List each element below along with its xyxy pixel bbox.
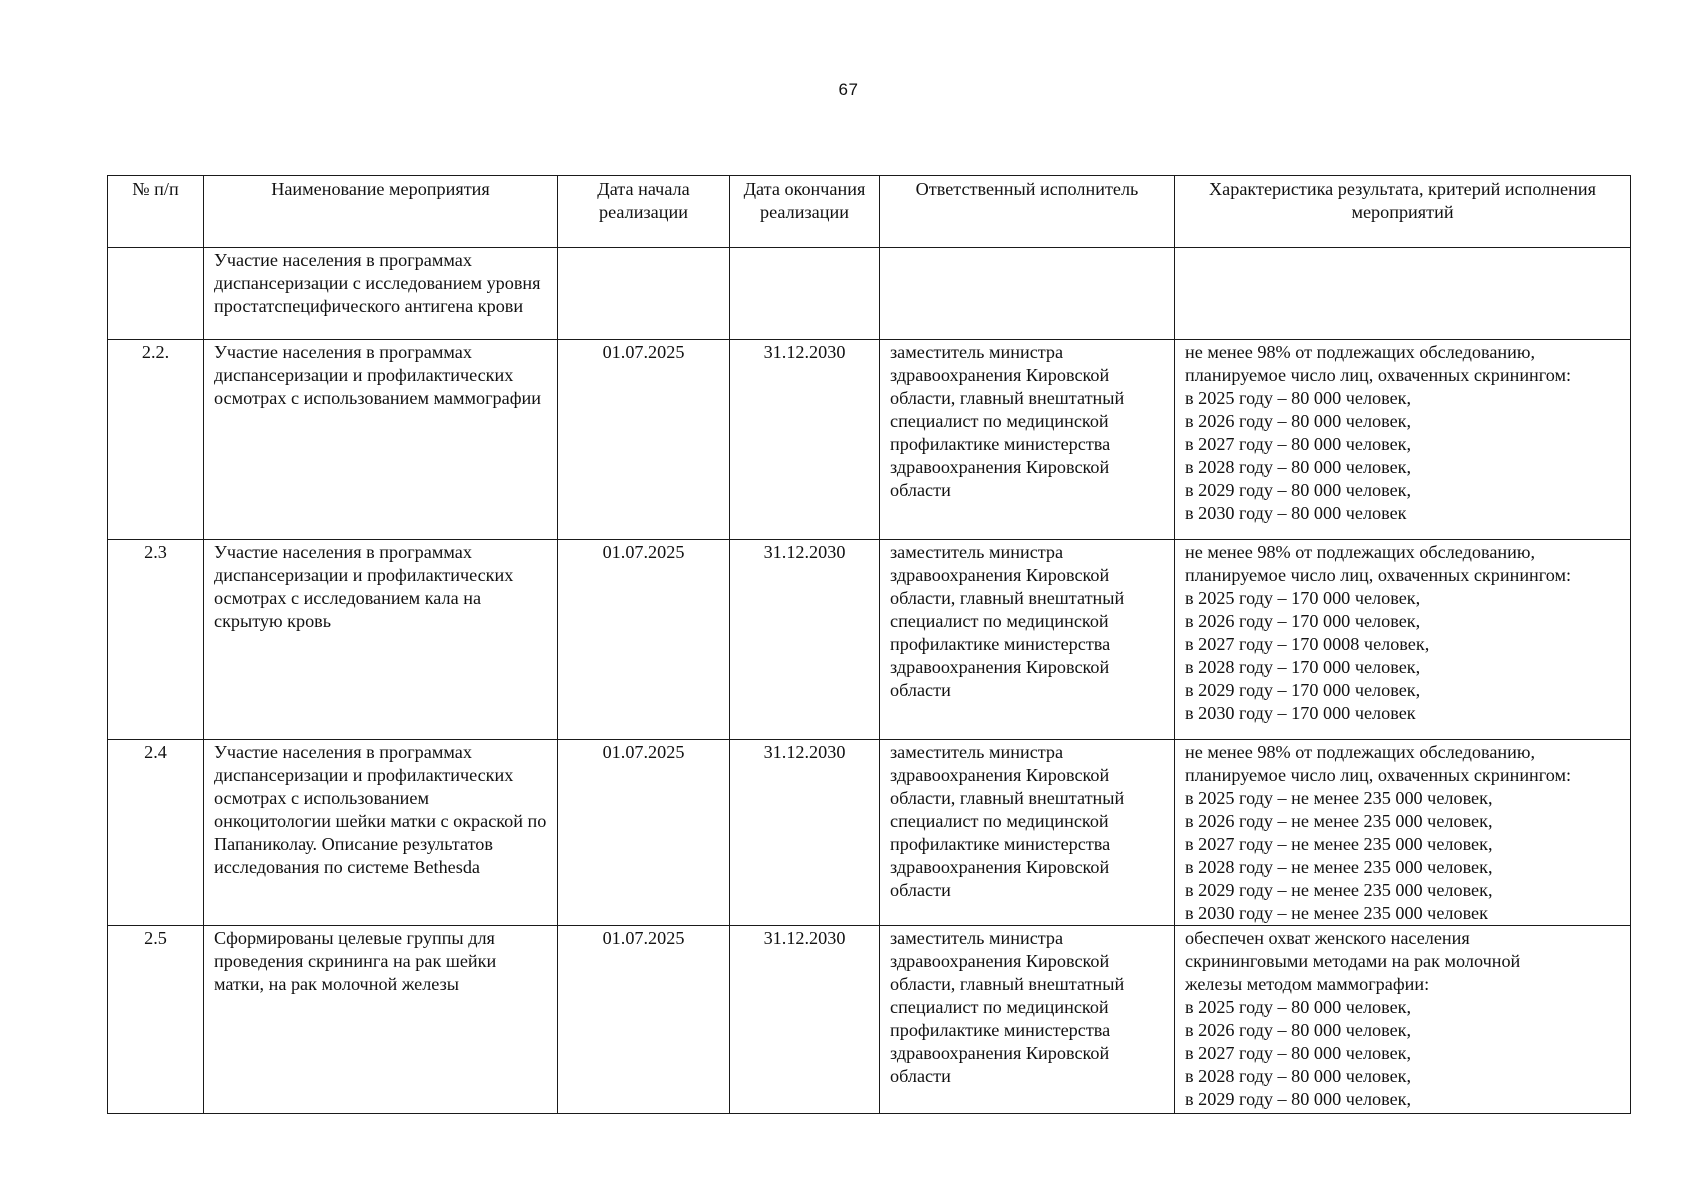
- responsible: заместитель министра здравоохранения Кировской области, главный внештатный специалист по медицинской профилактике министерства здравоохранения Кировской области: [880, 740, 1175, 926]
- result-line: в 2030 году – 170 000 человек: [1185, 703, 1416, 723]
- end-date: [730, 248, 880, 340]
- table-row: [108, 248, 1631, 340]
- header-end-date: Дата окончания реализации: [730, 176, 880, 248]
- activity-name: Участие населения в программах диспансеризации и профилактических осмотрах с использованием онкоцитологии шейки матки с окраской по Папаниколау. Описание результатов исследования по системе Bethesda: [204, 740, 558, 926]
- table-row: [108, 926, 1631, 1114]
- result-line: в 2029 году – 80 000 человек,: [1185, 1089, 1412, 1109]
- result: [1175, 540, 1631, 740]
- result: [1175, 740, 1631, 926]
- table-header-row: [108, 176, 1631, 248]
- table-row: [108, 740, 1631, 926]
- row-number: 2.3: [108, 540, 204, 740]
- header-number: № п/п: [108, 176, 204, 248]
- end-date: 31.12.2030: [730, 340, 880, 540]
- result-line: в 2028 году – не менее 235 000 человек,: [1185, 857, 1493, 877]
- start-date: 01.07.2025: [558, 540, 730, 740]
- activity-name: Участие населения в программах диспансеризации с исследованием уровня простатспецифического антигена крови: [204, 248, 558, 340]
- responsible: [880, 248, 1175, 340]
- result-line: в 2029 году – не менее 235 000 человек,: [1185, 880, 1493, 900]
- result-line: в 2029 году – 80 000 человек,: [1185, 480, 1412, 500]
- table-row: [108, 340, 1631, 540]
- result-line: планируемое число лиц, охваченных скринингом:: [1185, 765, 1572, 785]
- result-line: в 2026 году – не менее 235 000 человек,: [1185, 811, 1493, 831]
- row-number: 2.2.: [108, 340, 204, 540]
- header-start-date: Дата начала реализации: [558, 176, 730, 248]
- result-line: не менее 98% от подлежащих обследованию,: [1185, 542, 1536, 562]
- result: [1175, 340, 1631, 540]
- result: [1175, 248, 1631, 340]
- result-line: в 2030 году – 80 000 человек: [1185, 503, 1407, 523]
- result-line: обеспечен охват женского населения: [1185, 928, 1470, 948]
- result-line: в 2025 году – 80 000 человек,: [1185, 388, 1412, 408]
- result-line: в 2025 году – 170 000 человек,: [1185, 588, 1421, 608]
- result-line: в 2027 году – 80 000 человек,: [1185, 434, 1412, 454]
- result-line: в 2028 году – 80 000 человек,: [1185, 1066, 1412, 1086]
- end-date: 31.12.2030: [730, 740, 880, 926]
- result-line: в 2029 году – 170 000 человек,: [1185, 680, 1421, 700]
- result-line: в 2030 году – не менее 235 000 человек: [1185, 903, 1488, 923]
- result: [1175, 926, 1631, 1114]
- result-line: железы методом маммографии:: [1185, 974, 1430, 994]
- responsible: заместитель министра здравоохранения Кировской области, главный внештатный специалист по медицинской профилактике министерства здравоохранения Кировской области: [880, 926, 1175, 1114]
- responsible: заместитель министра здравоохранения Кировской области, главный внештатный специалист по медицинской профилактике министерства здравоохранения Кировской области: [880, 540, 1175, 740]
- start-date: 01.07.2025: [558, 340, 730, 540]
- header-responsible: Ответственный исполнитель: [880, 176, 1175, 248]
- result-line: в 2026 году – 80 000 человек,: [1185, 1020, 1412, 1040]
- header-result: Характеристика результата, критерий исполнения мероприятий: [1175, 176, 1631, 248]
- result-line: в 2026 году – 80 000 человек,: [1185, 411, 1412, 431]
- start-date: 01.07.2025: [558, 740, 730, 926]
- start-date: [558, 248, 730, 340]
- result-line: в 2025 году – не менее 235 000 человек,: [1185, 788, 1493, 808]
- result-line: в 2026 году – 170 000 человек,: [1185, 611, 1421, 631]
- result-line: в 2027 году – 170 0008 человек,: [1185, 634, 1430, 654]
- activity-name: Сформированы целевые группы для проведения скрининга на рак шейки матки, на рак молочной железы: [204, 926, 558, 1114]
- result-line: не менее 98% от подлежащих обследованию,: [1185, 342, 1536, 362]
- page-number: 67: [838, 80, 859, 99]
- result-line: не менее 98% от подлежащих обследованию,: [1185, 742, 1536, 762]
- result-line: в 2028 году – 170 000 человек,: [1185, 657, 1421, 677]
- result-line: планируемое число лиц, охваченных скринингом:: [1185, 365, 1572, 385]
- result-line: скрининговыми методами на рак молочной: [1185, 951, 1521, 971]
- result-line: планируемое число лиц, охваченных скринингом:: [1185, 565, 1572, 585]
- end-date: 31.12.2030: [730, 540, 880, 740]
- start-date: 01.07.2025: [558, 926, 730, 1114]
- activity-name: Участие населения в программах диспансеризации и профилактических осмотрах с использованием маммографии: [204, 340, 558, 540]
- row-number: [108, 248, 204, 340]
- responsible: заместитель министра здравоохранения Кировской области, главный внештатный специалист по медицинской профилактике министерства здравоохранения Кировской области: [880, 340, 1175, 540]
- header-activity-name: Наименование мероприятия: [204, 176, 558, 248]
- activities-table: [107, 175, 1631, 1114]
- result-line: в 2027 году – не менее 235 000 человек,: [1185, 834, 1493, 854]
- result-line: в 2025 году – 80 000 человек,: [1185, 997, 1412, 1017]
- result-line: в 2027 году – 80 000 человек,: [1185, 1043, 1412, 1063]
- table-row: [108, 540, 1631, 740]
- activity-name: Участие населения в программах диспансеризации и профилактических осмотрах с исследованием кала на скрытую кровь: [204, 540, 558, 740]
- result-line: в 2028 году – 80 000 человек,: [1185, 457, 1412, 477]
- end-date: 31.12.2030: [730, 926, 880, 1114]
- row-number: 2.4: [108, 740, 204, 926]
- row-number: 2.5: [108, 926, 204, 1114]
